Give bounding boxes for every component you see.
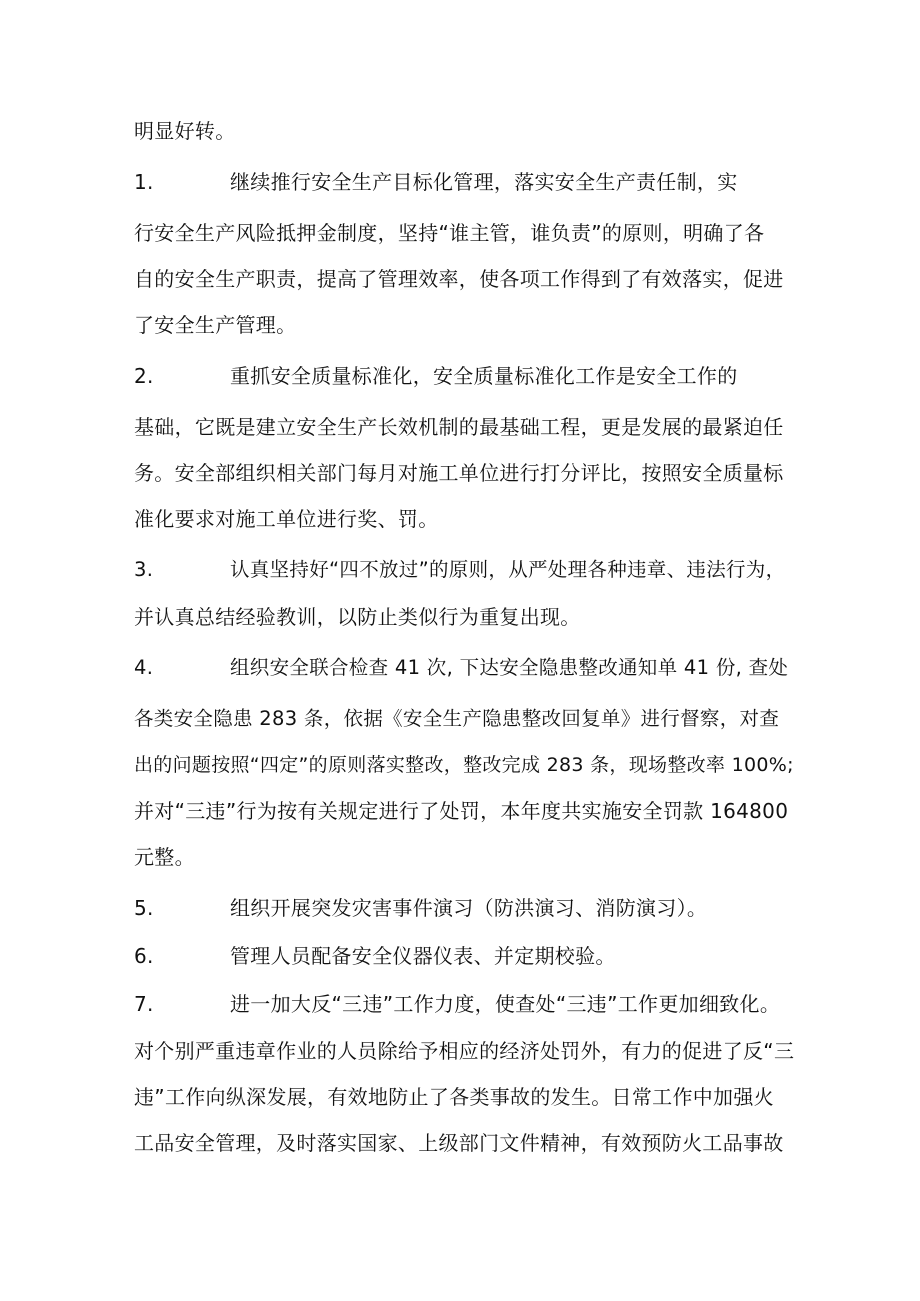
line-text: 准化要求对施工单位进行奖、罚。: [134, 507, 439, 531]
list-number: 5.: [134, 896, 154, 920]
list-item-3: [134, 556, 794, 584]
line-text: 组织安全联合检查 41 次, 下达安全隐患整改通知单 41 份, 查处: [230, 656, 789, 679]
text-line: [134, 459, 794, 487]
line-text: 组织开展突发灾害事件演习（防洪演习、消防演习）。: [230, 896, 708, 920]
line-text: 重抓安全质量标准化，安全质量标准化工作是安全工作的: [230, 364, 738, 388]
text-line: [134, 1037, 794, 1065]
line-text: 自的安全生产职责，提高了管理效率，使各项工作得到了有效落实，促进: [134, 267, 784, 291]
line-text: 行安全生产风险抵押金制度，坚持“谁主管，谁负责”的原则，明确了各: [134, 221, 765, 245]
line-text: 进一加大反“三违”工作力度，使查处“三违”工作更加细致化。: [230, 992, 781, 1016]
line-text: 明显好转。: [134, 119, 236, 143]
line-text: 出的问题按照“四定”的原则落实整改，整改完成 283 条，现场整改率 100%;: [134, 754, 794, 776]
line-text: 继续推行安全生产目标化管理，落实安全生产责任制，实: [230, 170, 738, 194]
line-text: 了安全生产管理。: [134, 313, 297, 337]
list-item-4: [134, 654, 794, 682]
list-item-1: [134, 168, 794, 196]
line-text: 管理人员配备安全仪器仪表、并定期校验。: [230, 944, 616, 968]
line-text: 各类安全隐患 283 条，依据《安全生产隐患整改回复单》进行督察，对查: [134, 707, 780, 730]
text-line: [134, 797, 794, 825]
text-line: [134, 751, 794, 779]
list-item-7: [134, 990, 794, 1018]
line-text: 并认真总结经验教训，以防止类似行为重复出现。: [134, 605, 581, 629]
text-line: [134, 1129, 794, 1157]
list-number: 3.: [134, 558, 154, 581]
line-text: 并对“三违”行为按有关规定进行了处罚，本年度共实施安全罚款 164800: [134, 799, 789, 823]
text-line: [134, 265, 794, 293]
line-text: 违”工作向纵深发展，有效地防止了各类事故的发生。日常工作中加强火: [134, 1085, 774, 1109]
text-line: [134, 117, 794, 145]
list-item-5: [134, 894, 794, 922]
list-item-6: [134, 942, 794, 970]
line-text: 务。安全部组织相关部门每月对施工单位进行打分评比，按照安全质量标: [134, 461, 784, 485]
line-text: 认真坚持好“四不放过”的原则，从严处理各种违章、违法行为，: [230, 558, 786, 581]
list-number: 1.: [134, 170, 154, 194]
list-item-2: [134, 362, 794, 390]
text-line: [134, 219, 794, 247]
list-number: 4.: [134, 656, 154, 679]
line-text: 工品安全管理，及时落实国家、上级部门文件精神，有效预防火工品事故: [134, 1131, 784, 1155]
line-text: 基础，它既是建立安全生产长效机制的最基础工程，更是发展的最紧迫任: [134, 415, 784, 439]
list-number: 7.: [134, 992, 154, 1016]
text-line: [134, 843, 794, 871]
line-text: 元整。: [134, 845, 195, 869]
line-text: 对个别严重违章作业的人员除给予相应的经济处罚外，有力的促进了反“三: [134, 1039, 795, 1063]
text-line: [134, 1083, 794, 1111]
text-line: [134, 505, 794, 533]
list-number: 2.: [134, 364, 154, 388]
list-number: 6.: [134, 944, 154, 968]
text-line: [134, 705, 794, 733]
text-line: [134, 311, 794, 339]
text-line: [134, 413, 794, 441]
text-line: [134, 603, 794, 631]
